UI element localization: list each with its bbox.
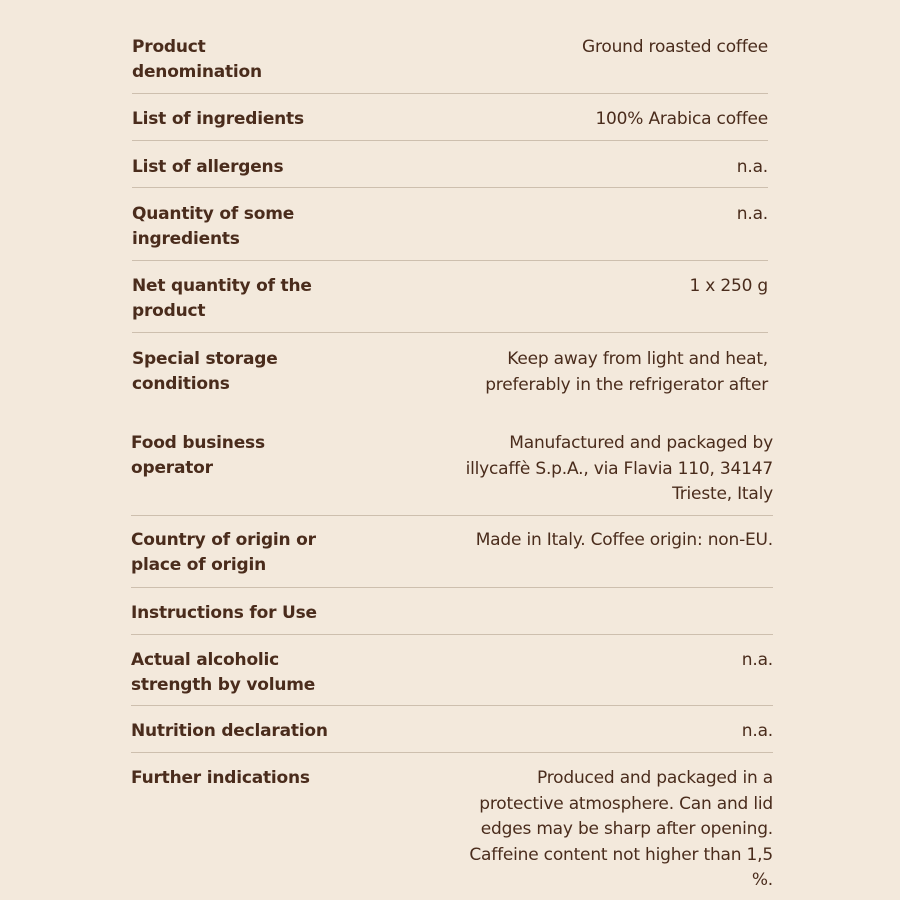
row-value: n.a. [736,157,768,177]
row-value: n.a. [741,650,773,670]
row-label: List of ingredients [132,109,304,129]
row-divider [131,515,773,516]
row-special-storage-conditions [132,347,768,398]
row-list-of-ingredients [132,107,768,133]
row-net-quantity [132,274,768,324]
row-value: Manufactured and packaged by illycaffè S.p.A., via Flavia 110, 34147 Trieste, Italy [465,433,773,504]
row-label: List of allergens [132,157,284,177]
row-label: Product denomination [132,37,262,82]
row-divider [131,705,773,706]
row-actual-alcoholic-strength [131,648,773,698]
row-food-business-operator [131,431,773,508]
row-quantity-of-some-ingredients [132,202,768,252]
row-divider [132,260,768,261]
row-product-denomination [132,35,768,85]
row-label: Special storage conditions [132,349,278,394]
row-label: Country of origin or place of origin [131,530,316,575]
row-label: Further indications [131,768,310,788]
row-value: Ground roasted coffee [582,37,768,57]
row-value: 100% Arabica coffee [595,109,768,129]
row-label: Instructions for Use [131,603,317,623]
row-label: Nutrition declaration [131,721,328,741]
row-divider [131,587,773,588]
row-label: Actual alcoholic strength by volume [131,650,316,695]
row-value: Keep away from light and heat, preferably in the refrigerator after [485,349,768,395]
row-divider [131,634,773,635]
row-value: n.a. [736,204,768,224]
row-label: Quantity of some ingredients [132,204,295,249]
row-further-indications [131,766,773,894]
row-value: 1 x 250 g [689,276,768,296]
row-label: Food business operator [131,433,265,478]
row-divider [132,140,768,141]
row-country-of-origin [131,528,773,578]
row-value: n.a. [741,721,773,741]
row-value: Produced and packaged in a protective atmosphere. Can and lid edges may be sharp after opening. Caffeine content not higher than 1,5 %. [469,768,773,890]
row-divider [131,752,773,753]
row-nutrition-declaration [131,719,773,745]
row-label: Net quantity of the product [132,276,312,321]
row-divider [132,332,768,333]
row-divider [132,93,768,94]
row-instructions-for-use [131,601,773,626]
row-list-of-allergens [132,155,768,181]
row-value: Made in Italy. Coffee origin: non-EU. [475,530,773,550]
row-divider [132,187,768,188]
